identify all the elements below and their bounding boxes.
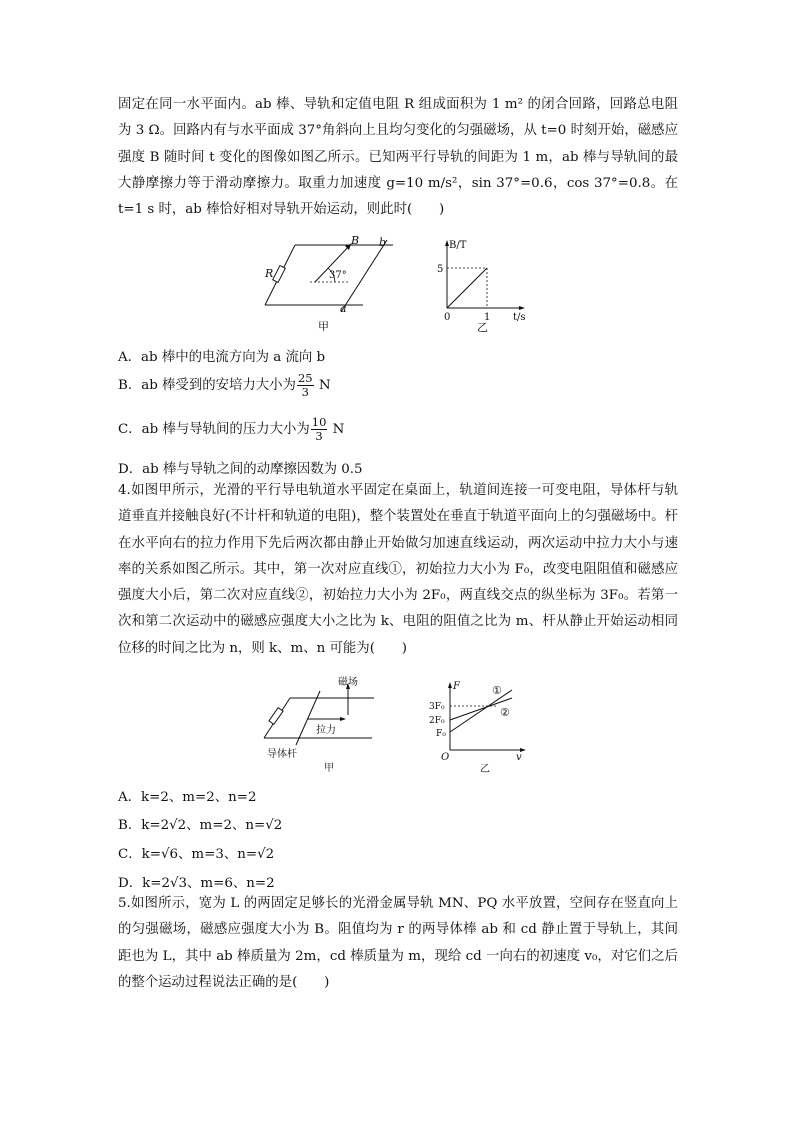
q4-figure-yi	[424, 678, 534, 774]
q3-option-c[interactable]	[118, 416, 344, 443]
q3-option-d[interactable]: D．ab 棒与导轨之间的动摩擦因数为 0.5	[118, 462, 363, 477]
q4-option-b[interactable]: B．k=2√2、m=2、n=√2	[118, 818, 283, 833]
label-field: 磁场	[338, 677, 358, 688]
denominator: 3	[315, 429, 323, 443]
denominator: 3	[301, 385, 309, 399]
label-line-2: ②	[500, 706, 510, 719]
b-line	[447, 268, 487, 308]
label-line-1: ①	[492, 684, 502, 697]
origin-0: 0	[444, 312, 451, 323]
label-b-field: B	[351, 234, 360, 247]
q4-stem: 4.如图甲所示，光滑的平行导电轨道水平固定在桌面上，轨道间连接一可变电阻，导体杆与轨道垂直并接触良好(不计杆和轨道的电阻)，整个装置处在垂直于轨道平面向上的匀强磁场中。杆在水平向右的拉力作用下先后两次都由静止开始做匀加速直线运动，两次运动中拉力大小与速率的关系如图乙所示。其中，第一次对应直线①，初始拉力大小为 F₀，改变电阻阻值和磁感应强度大小后，第二次对应直线②，初始拉力大小为 2F₀，两直线交点的纵坐标为 3F₀。若第一次和第二次运动中的磁感应强度大小之比为 k、电阻的阻值之比为 m、杆从静止开始运动相同位移的时间之比为 n，则 k、m、n 可能为( )	[118, 483, 678, 656]
q4-option-c[interactable]: C．k=√6、m=3、n=√2	[118, 847, 275, 862]
tick-3f0: 3F₀	[429, 702, 445, 712]
label-r: R	[265, 267, 274, 280]
resistor-r	[273, 266, 286, 283]
x-axis-arrow-icon	[519, 306, 525, 310]
x-label: t/s	[513, 312, 526, 323]
caption-yi: 乙	[480, 764, 490, 774]
tick-5: 5	[437, 264, 444, 275]
force-arrowhead-icon	[340, 717, 346, 721]
q4-option-d[interactable]: D．k=2√3、m=6、n=2	[118, 876, 275, 891]
unit: N	[318, 378, 331, 393]
label-b-end: b	[379, 236, 387, 249]
q3-option-b-text: B．ab 棒受到的安培力大小为	[118, 378, 296, 393]
tick-1: 1	[484, 312, 491, 323]
label-a-end: a	[340, 302, 347, 315]
q3-option-b[interactable]	[118, 372, 331, 399]
q3-figure-yi	[435, 236, 535, 334]
caption-yi: 乙	[477, 321, 488, 334]
numerator: 25	[297, 371, 313, 385]
tick-f0: F₀	[436, 729, 446, 739]
conductor-rod	[296, 691, 320, 745]
label-rod: 导体杆	[267, 749, 297, 760]
q3-figure-jia	[255, 232, 405, 337]
q5-stem: 5.如图所示，宽为 L 的两固定足够长的光滑金属导轨 MN、PQ 水平放置，空间存在竖直向上的匀强磁场，磁感应强度大小为 B。阻值均为 r 的两导体棒 ab 和 cd 静止置于导轨上，其间距也为 L，其中 ab 棒质量为 2m，cd 棒质量为 m，现给 cd 一向右的初速度 v₀，对它们之后的整个运动过程说法正确的是( )	[118, 896, 678, 990]
y-axis-arrow-icon	[448, 682, 452, 688]
y-label: B/T	[449, 240, 467, 251]
fraction	[311, 416, 328, 443]
q4-figure-jia	[262, 675, 382, 777]
origin-o: O	[441, 752, 450, 763]
fraction	[297, 372, 314, 399]
ab-rod	[341, 240, 387, 312]
unit: N	[332, 422, 345, 437]
label-angle: 37°	[329, 270, 347, 281]
q4-option-a[interactable]: A．k=2、m=2、n=2	[118, 790, 257, 805]
label-force: 拉力	[316, 725, 336, 736]
q3-option-a[interactable]: A．ab 棒中的电流方向为 a 流向 b	[118, 350, 326, 365]
tick-2f0: 2F₀	[429, 716, 445, 726]
caption-jia: 甲	[318, 320, 329, 333]
q3-stem: 固定在同一水平面内。ab 棒、导轨和定值电阻 R 组成面积为 1 m² 的闭合回路，回路总电阻为 3 Ω。回路内有与水平面成 37°角斜向上且均匀变化的匀强磁场，从 t=0 时刻开始，磁感应强度 B 随时间 t 变化的图像如图乙所示。已知两平行导轨的间距为 1 m，ab 棒与导轨间的最大静摩擦力等于滑动摩擦力。取重力加速度 g=10 m/s²，sin 37°=0.6，cos 37°=0.8。在 t=1 s 时，ab 棒恰好相对导轨开始运动，则此时( )	[118, 97, 678, 218]
y-label: F	[453, 681, 460, 692]
variable-resistor	[269, 708, 283, 725]
q3-option-c-text: C．ab 棒与导轨间的压力大小为	[118, 422, 310, 437]
x-label: v	[516, 752, 522, 763]
caption-jia: 甲	[324, 763, 334, 774]
numerator: 10	[311, 415, 327, 429]
